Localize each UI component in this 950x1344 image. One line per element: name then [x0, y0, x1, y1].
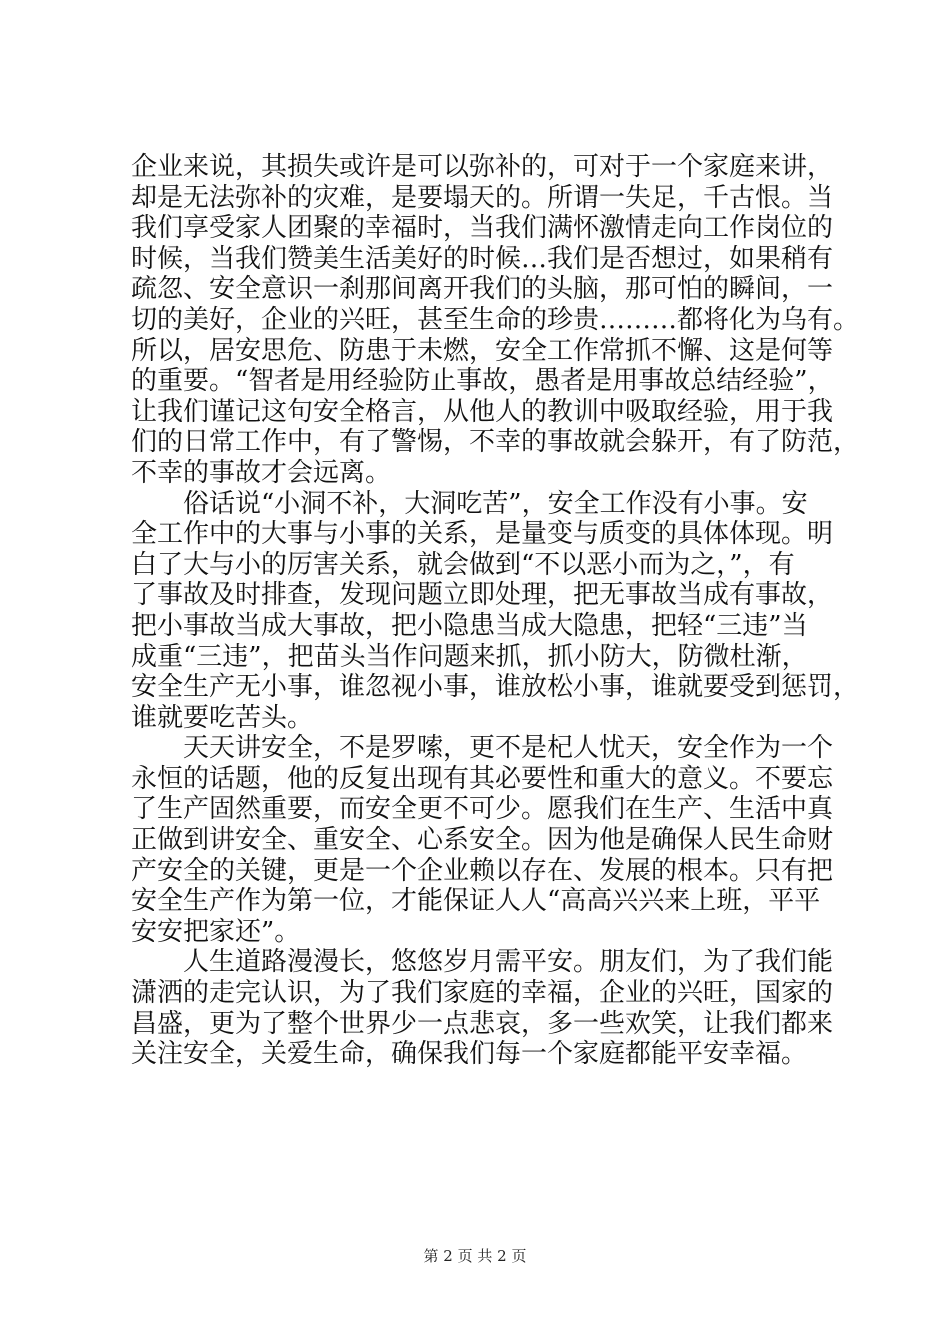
text-line: 我们享受家人团聚的幸福时，当我们满怀激情走向工作岗位的 — [131, 213, 834, 244]
text-line: 却是无法弥补的灾难，是要塌天的。所谓一失足，千古恨。当 — [131, 182, 834, 213]
text-line: 把小事故当成大事故，把小隐患当成大隐患，把轻“三违”当 — [131, 610, 808, 641]
text-line: 时候，当我们赞美生活美好的时候…我们是否想过，如果稍有 — [131, 243, 834, 274]
text-line: 企业来说，其损失或许是可以弥补的，可对于一个家庭来讲， — [131, 152, 834, 182]
text-line: 成重“三违”，把苗头当作问题来抓，抓小防大，防微杜渐， — [131, 641, 808, 672]
page-number-label: 第 2 页 共 2 页 — [423, 1247, 527, 1265]
text-line: 昌盛，更为了整个世界少一点悲哀，多一些欢笑，让我们都来 — [131, 1008, 834, 1039]
text-line: 潇洒的走完认识，为了我们家庭的幸福，企业的兴旺，国家的 — [131, 978, 834, 1009]
text-line: 的重要。“智者是用经验防止事故，愚者是用事故总结经验”， — [131, 366, 834, 397]
paragraph-start-line: 天天讲安全，不是罗嗦，更不是杞人忧天，安全作为一个 — [183, 733, 834, 764]
text-line: 了生产固然重要，而安全更不可少。愿我们在生产、生活中真 — [131, 794, 834, 825]
text-line: 产安全的关键，更是一个企业赖以存在、发展的根本。只有把 — [131, 855, 834, 886]
text-line: 白了大与小的厉害关系，就会做到“不以恶小而为之，”，有 — [131, 549, 795, 580]
text-line: 关注安全，关爱生命，确保我们每一个家庭都能平安幸福。 — [131, 1039, 808, 1070]
text-line: 永恒的话题，他的反复出现有其必要性和重大的意义。不要忘 — [131, 763, 834, 794]
text-line: 所以，居安思危、防患于未燃，安全工作常抓不懈、这是何等 — [131, 335, 834, 366]
text-line: 全工作中的大事与小事的关系，是量变与质变的具体体现。明 — [131, 519, 834, 550]
text-line: 切的美好，企业的兴旺，甚至生命的珍贵………都将化为乌有。 — [131, 304, 860, 335]
text-line: 安全生产无小事，谁忽视小事，谁放松小事，谁就要受到惩罚， — [131, 672, 860, 703]
text-line: 疏忽、安全意识一刹那间离开我们的头脑，那可怕的瞬间，一 — [131, 274, 834, 305]
text-line: 谁就要吃苦头。 — [131, 702, 314, 733]
text-line: 安全生产作为第一位，才能保证人人“高高兴兴来上班，平平 — [131, 886, 821, 917]
text-line: 不幸的事故才会远离。 — [131, 457, 392, 488]
text-line: 了事故及时排查，发现问题立即处理，把无事故当成有事故， — [131, 580, 834, 611]
text-line: 们的日常工作中，有了警惕，不幸的事故就会躲开，有了防范， — [131, 427, 860, 458]
text-line: 让我们谨记这句安全格言，从他人的教训中吸取经验，用于我 — [131, 396, 834, 427]
text-line: 安安把家还”。 — [131, 916, 301, 947]
text-line: 正做到讲安全、重安全、心系安全。因为他是确保人民生命财 — [131, 825, 834, 856]
page-footer — [0, 1246, 950, 1266]
paragraph-start-line: 人生道路漫漫长，悠悠岁月需平安。朋友们，为了我们能 — [183, 947, 834, 978]
paragraph-start-line: 俗话说“小洞不补，大洞吃苦”，安全工作没有小事。安 — [183, 488, 808, 519]
body-text — [131, 152, 860, 1070]
